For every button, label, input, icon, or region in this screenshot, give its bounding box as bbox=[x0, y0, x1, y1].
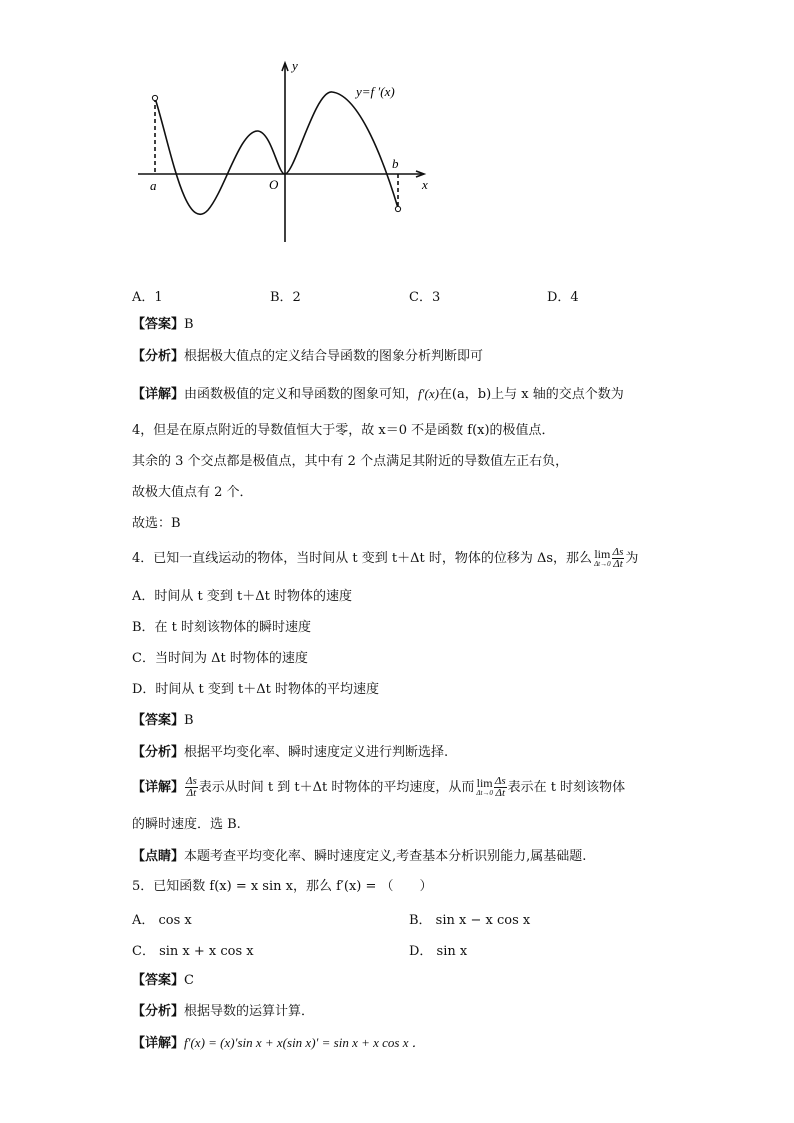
q3-option-c: C．3 bbox=[409, 290, 441, 305]
q4-option-c: C．当时间为 Δt 时物体的速度 bbox=[132, 651, 308, 666]
point-b-label: b bbox=[392, 156, 399, 171]
fraction-ds-dt: $\frac{\Delta s}{\Delta t}$ bbox=[186, 775, 197, 799]
q4-analysis: 【分析】根据平均变化率、瞬时速度定义进行判断选择. bbox=[132, 745, 449, 760]
q5-stem: 5．已知函数 f(x) = x sin x，那么 f′(x) = （ ） bbox=[132, 879, 433, 894]
q3-detail-line-1: 【详解】由函数极值的定义和导函数的图象可知，f′(x)在(a，b)上与 x 轴的交点个数为 bbox=[132, 386, 624, 402]
q5-option-d: D． sin x bbox=[409, 944, 468, 959]
open-circle-left bbox=[152, 95, 157, 100]
q5-option-b: B． sin x − x cos x bbox=[409, 913, 531, 928]
limit-symbol: lim Δt→0 bbox=[594, 546, 611, 568]
curve-label: y=f ′(x) bbox=[356, 84, 395, 99]
fraction-ds-dt: $\frac{\Delta s}{\Delta t}$ bbox=[494, 775, 506, 799]
origin-label: O bbox=[269, 177, 279, 192]
q3-detail-line-3: 其余的 3 个交点都是极值点，其中有 2 个点满足其附近的导数值左正右负， bbox=[132, 454, 569, 469]
q3-detail-line-2: 4，但是在原点附近的导数值恒大于零，故 x＝0 不是函数 f(x)的极值点． bbox=[132, 423, 555, 438]
q3-analysis: 【分析】根据极大值点的定义结合导函数的图象分析判断即可 bbox=[132, 349, 484, 364]
q3-conclusion: 故选：B bbox=[132, 516, 181, 531]
q4-option-d: D．时间从 t 变到 t＋Δt 时物体的平均速度 bbox=[132, 682, 380, 697]
q5-option-a: A． cos x bbox=[132, 913, 192, 928]
q3-detail-line-4: 故极大值点有 2 个． bbox=[132, 485, 253, 500]
q4-option-b: B．在 t 时刻该物体的瞬时速度 bbox=[132, 620, 312, 635]
open-circle-right bbox=[395, 206, 400, 211]
q5-answer: 【答案】C bbox=[132, 973, 194, 988]
q4-stem: 4．已知一直线运动的物体，当时间从 t 变到 t＋Δt 时，物体的位移为 Δs，那么 lim Δt→0 $\frac{\Delta s}{\Delta t}$ 为 bbox=[132, 546, 639, 570]
q4-detail-line-1: 【详解】 $\frac{\Delta s}{\Delta t}$ 表示从时间 t 到 t＋Δt 时物体的平均速度，从而 lim Δt→0 $\frac{\Delta s}{\Delta t}$ 表示在 t 时刻该物体 bbox=[132, 775, 626, 799]
q3-option-a: A．1 bbox=[132, 290, 163, 305]
q4-comment: 【点睛】本题考查平均变化率、瞬时速度定义,考查基本分析识别能力,属基础题. bbox=[132, 849, 587, 864]
x-axis-label: x bbox=[422, 177, 428, 192]
q4-answer: 【答案】B bbox=[132, 713, 194, 728]
point-a-label: a bbox=[150, 178, 157, 193]
q5-detail: 【详解】f′(x) = (x)′sin x + x(sin x)′ = sin x + x cos x ． bbox=[132, 1035, 425, 1051]
q5-option-c: C． sin x + x cos x bbox=[132, 944, 254, 959]
curve-f-prime bbox=[155, 92, 398, 214]
q3-answer: 【答案】B bbox=[132, 317, 194, 332]
q4-detail-line-2: 的瞬时速度．选 B. bbox=[132, 817, 241, 832]
fraction-ds-dt: $\frac{\Delta s}{\Delta t}$ bbox=[612, 546, 624, 570]
q5-analysis: 【分析】根据导数的运算计算． bbox=[132, 1004, 315, 1019]
derivative-graph-figure bbox=[130, 55, 450, 255]
q4-option-a: A．时间从 t 变到 t＋Δt 时物体的速度 bbox=[132, 589, 352, 604]
q3-option-d: D．4 bbox=[547, 290, 579, 305]
limit-symbol: lim Δt→0 bbox=[476, 775, 493, 797]
q3-option-b: B．2 bbox=[270, 290, 301, 305]
y-axis-label: y bbox=[292, 58, 298, 73]
